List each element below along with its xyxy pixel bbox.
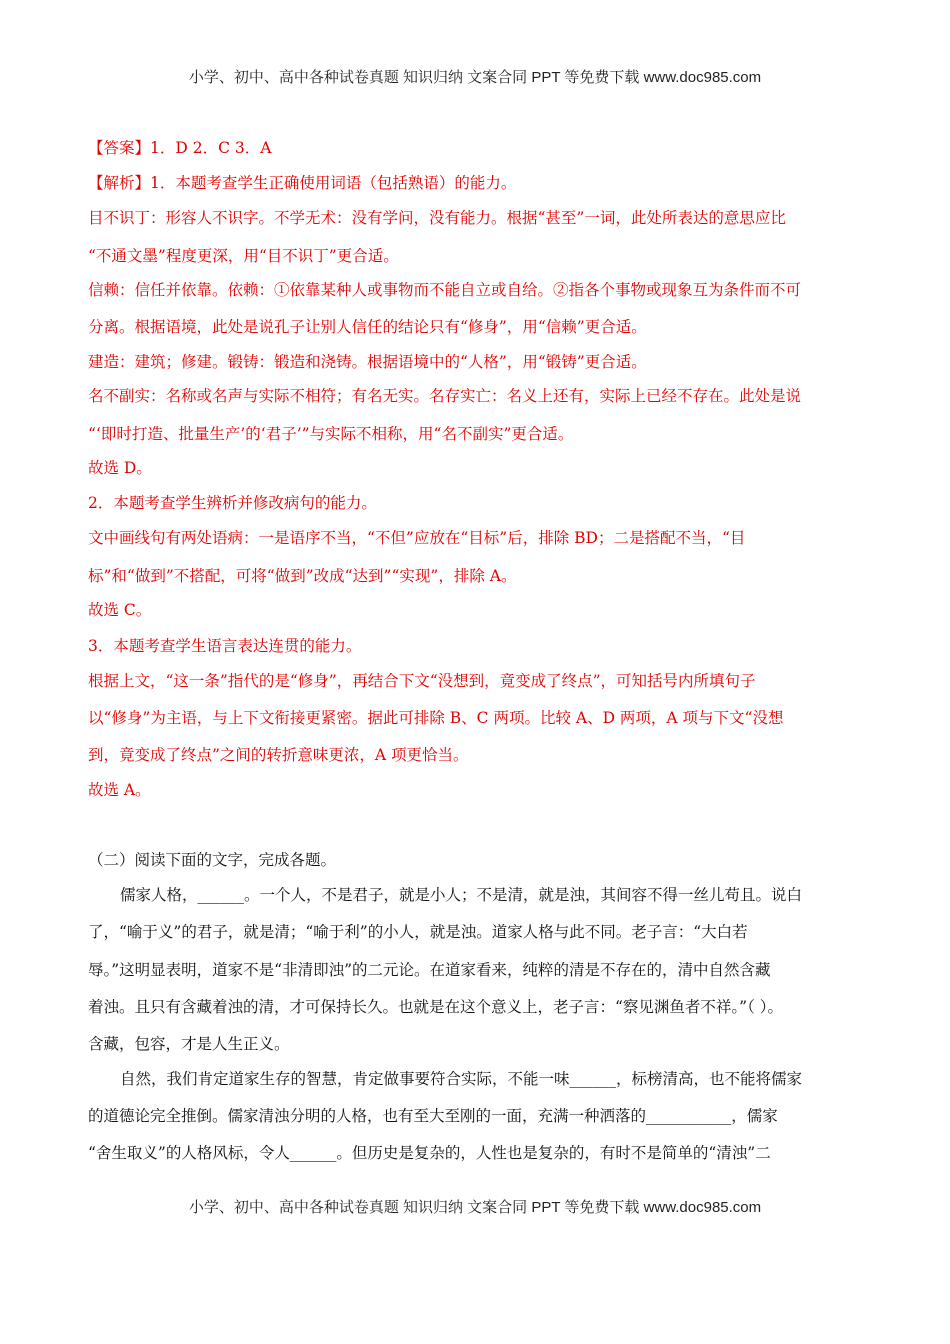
passage-line: 了，“喻于义”的君子，就是清；“喻于利”的小人，就是浊。道家人格与此不同。老子言：“大白若 [88, 923, 748, 941]
analysis-line: 信赖：信任并依靠。依赖：①依靠某种人或事物而不能自立或自给。②指各个事物或现象互为条件而不可 [88, 281, 802, 299]
analysis-line: 【解析】1．本题考查学生正确使用词语（包括熟语）的能力。 [88, 174, 517, 192]
analysis-line: 故选 C。 [88, 601, 152, 619]
section-heading: （二）阅读下面的文字，完成各题。 [88, 851, 337, 869]
analysis-line: 标”和“做到”不搭配，可将“做到”改成“达到”“实现”，排除 A。 [88, 567, 517, 585]
passage-line: 含藏，包容，才是人生正义。 [88, 1035, 290, 1053]
page-header: 小学、初中、高中各种试卷真题 知识归纳 文案合同 PPT 等免费下载 www.doc985.com [188, 69, 762, 86]
analysis-line: “不通文墨”程度更深，用“目不识丁”更合适。 [88, 247, 399, 265]
passage-line: 自然，我们肯定道家生存的智慧，肯定做事要符合实际，不能一味______，标榜清高，也不能将儒家 [120, 1070, 803, 1088]
analysis-line: 名不副实：名称或名声与实际不相符；有名无实。名存实亡：名义上还有，实际上已经不存在。此处是说 [88, 387, 802, 405]
analysis-line: 故选 A。 [88, 781, 151, 799]
analysis-line: 目不识丁：形容人不识字。不学无术：没有学问，没有能力。根据“甚至”一词，此处所表达的意思应比 [88, 209, 786, 227]
answer-line: 【答案】1．D 2．C 3．A [88, 139, 272, 157]
analysis-line: 以“修身”为主语，与上下文衔接更紧密。据此可排除 B、C 两项。比较 A、D 两项，A 项与下文“没想 [88, 709, 784, 727]
passage-line: 着浊。且只有含藏着浊的清，才可保持长久。也就是在这个意义上，老子言：“察见渊鱼者不祥。”（ ）。 [88, 998, 784, 1016]
passage-line: 儒家人格，______。一个人，不是君子，就是小人；不是清，就是浊，其间容不得一丝儿苟且。说白 [120, 886, 803, 904]
passage-line: 的道德论完全推倒。儒家清浊分明的人格，也有至大至刚的一面，充满一种洒落的___________，儒家 [88, 1107, 778, 1125]
analysis-line: 到，竟变成了终点”之间的转折意味更浓，A 项更恰当。 [88, 746, 469, 764]
analysis-line: 分离。根据语境，此处是说孔子让别人信任的结论只有“修身”，用“信赖”更合适。 [88, 318, 647, 336]
analysis-line: 文中画线句有两处语病：一是语序不当，“不但”应放在“目标”后，排除 BD；二是搭配不当，“目 [88, 529, 746, 547]
analysis-line: 根据上文，“这一条”指代的是“修身”，再结合下文“没想到，竟变成了终点”，可知括号内所填句子 [88, 672, 756, 690]
analysis-line: 2．本题考查学生辨析并修改病句的能力。 [88, 494, 377, 512]
page-footer: 小学、初中、高中各种试卷真题 知识归纳 文案合同 PPT 等免费下载 www.doc985.com [188, 1199, 762, 1216]
passage-line: 辱。”这明显表明，道家不是“非清即浊”的二元论。在道家看来，纯粹的清是不存在的，清中自然含藏 [88, 961, 771, 979]
analysis-line: “‘即时打造、批量生产’的‘君子’”与实际不相称，用“名不副实”更合适。 [88, 425, 574, 443]
analysis-line: 故选 D。 [88, 459, 152, 477]
passage-line: “舍生取义”的人格风标，令人______。但历史是复杂的，人性也是复杂的，有时不是简单的“清浊”二 [88, 1144, 771, 1162]
analysis-line: 3．本题考查学生语言表达连贯的能力。 [88, 637, 362, 655]
analysis-line: 建造：建筑；修建。锻铸：锻造和浇铸。根据语境中的“人格”，用“锻铸”更合适。 [88, 353, 647, 371]
